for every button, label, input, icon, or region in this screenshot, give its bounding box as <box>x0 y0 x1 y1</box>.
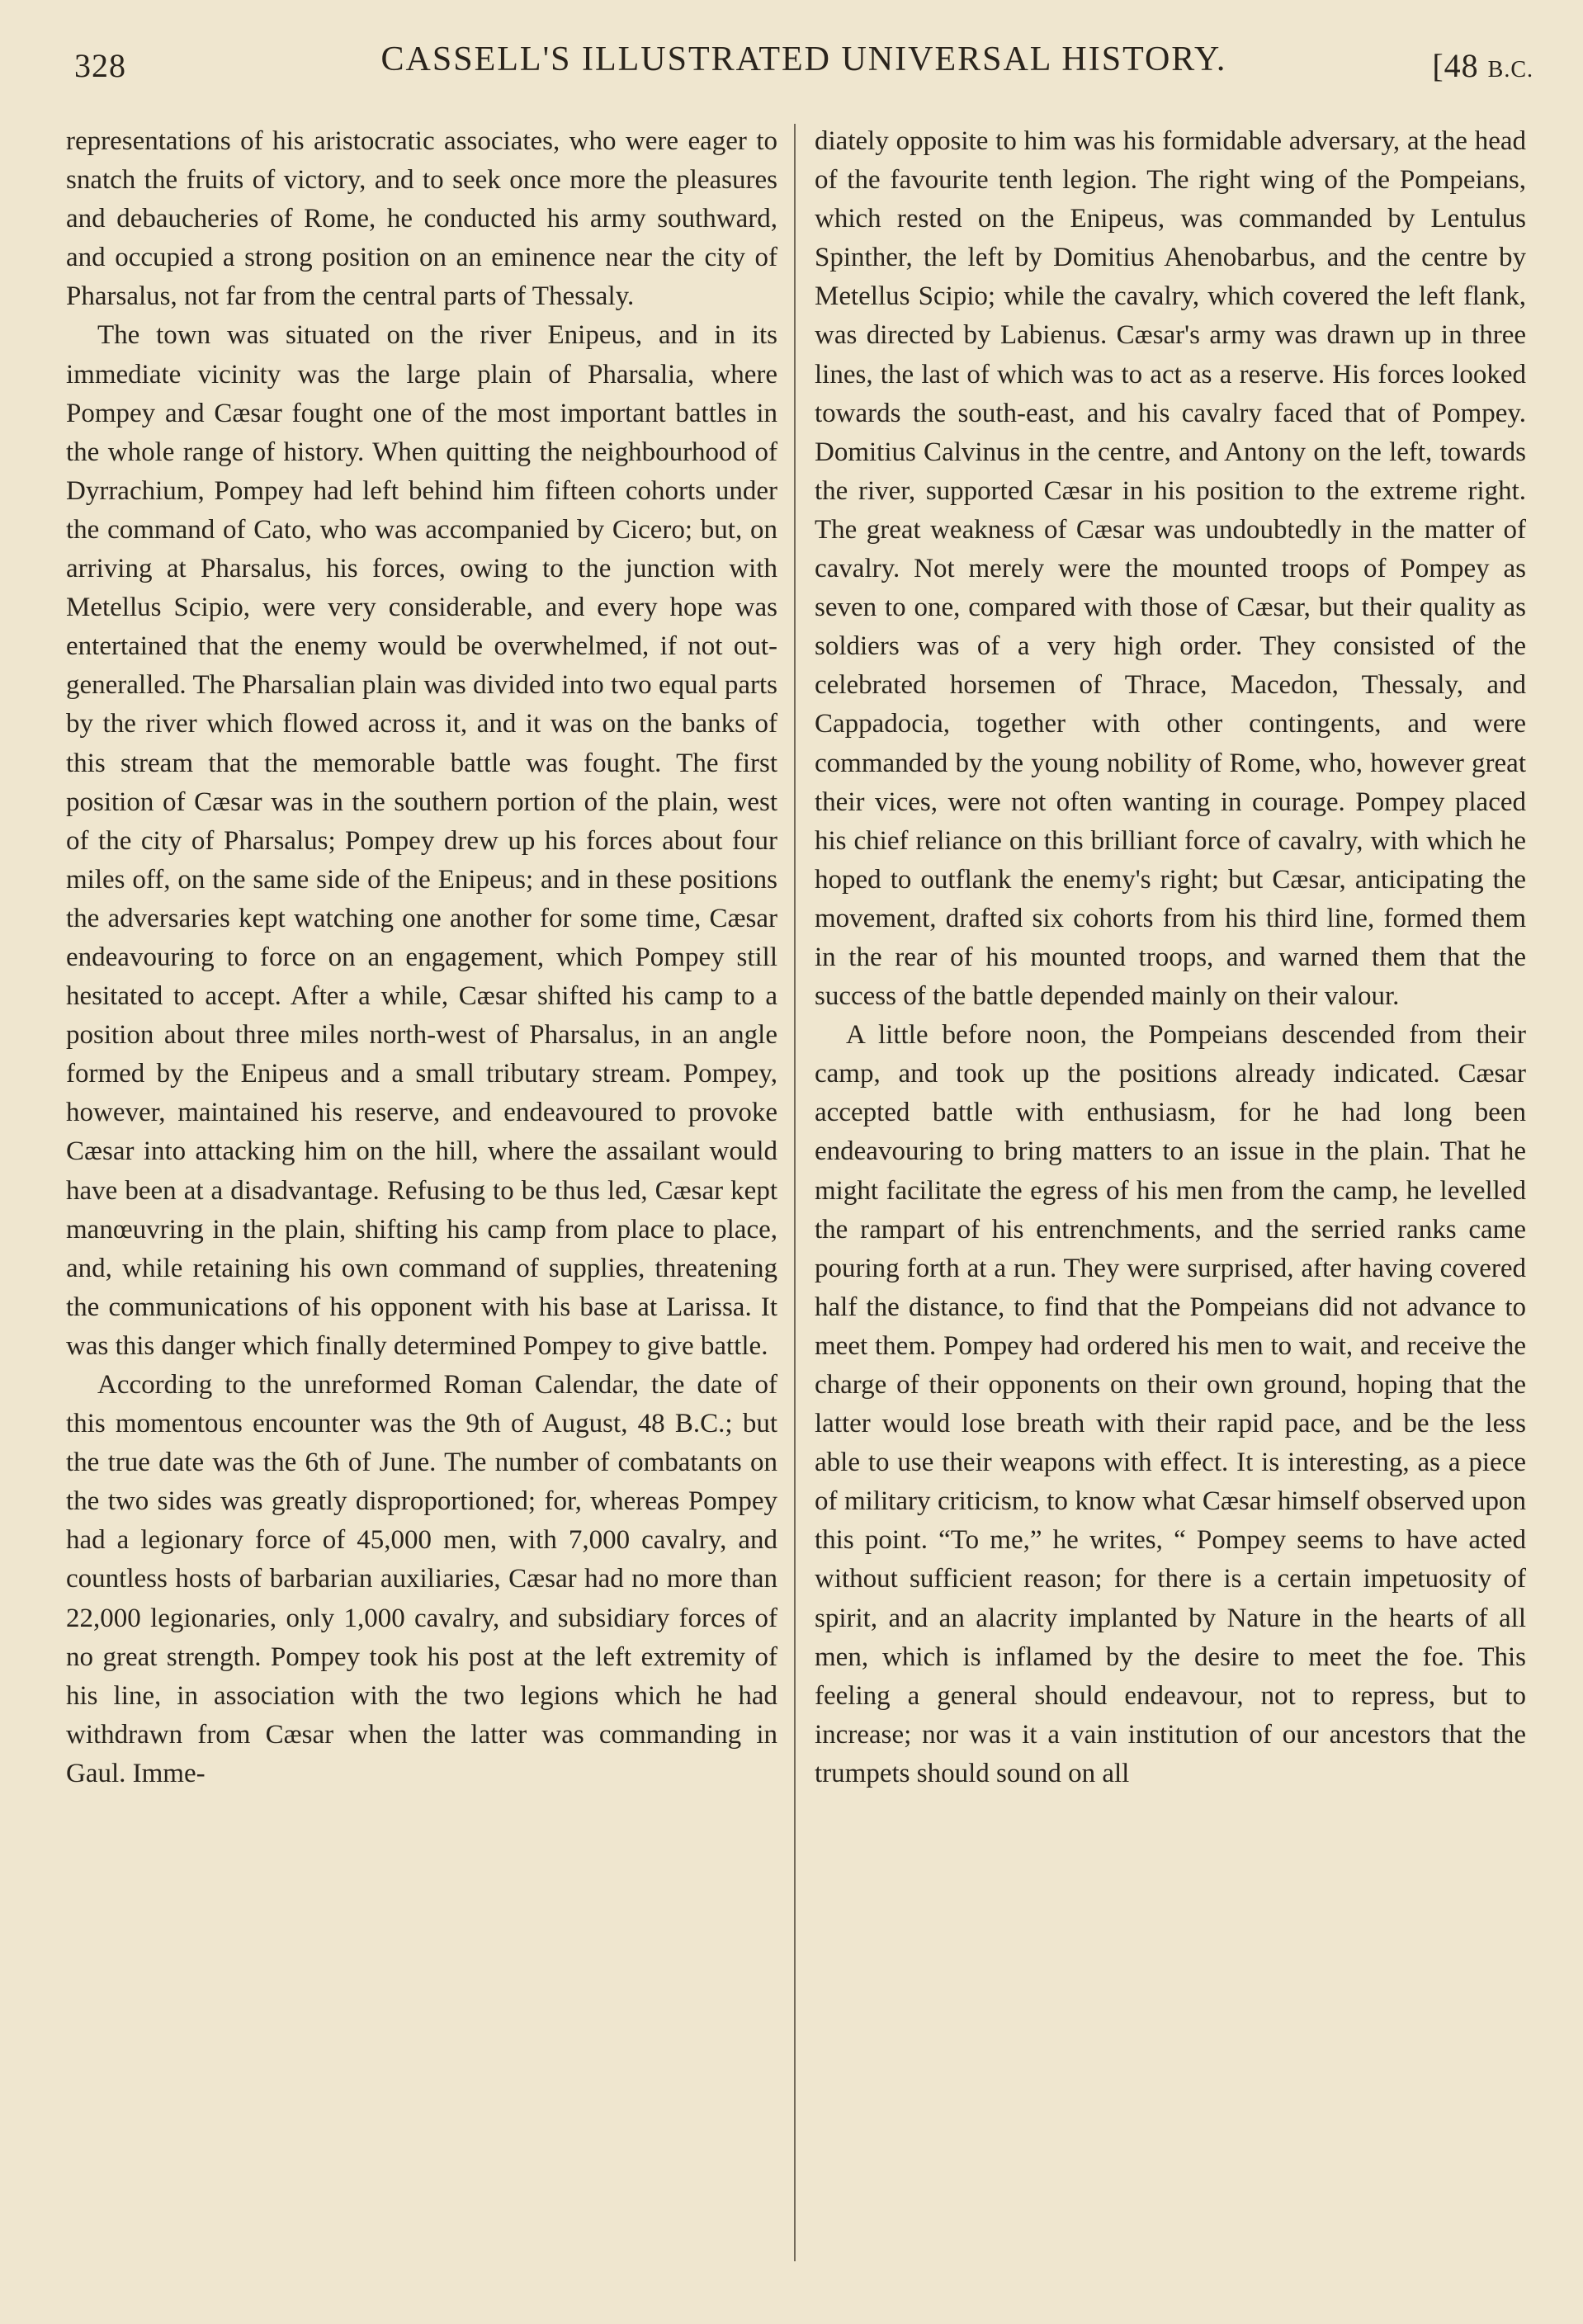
running-title: CASSELL'S ILLUSTRATED UNIVERSAL HISTORY. <box>380 40 1227 78</box>
running-header <box>74 40 1533 89</box>
page-number: 328 <box>74 47 126 84</box>
left-column <box>66 122 777 2268</box>
paragraph: According to the unreformed Roman Calendar, the date of this momentous encounter was the 9th of August, 48 B.C.; but the true date was the 6th of June. The number of combatants on the two sides was greatly disproportioned; for, whereas Pompey had a legionary force of 45,000 men, with 7,000 cavalry, and countless hosts of barbarian auxiliaries, Cæsar had no more than 22,000 legionaries, only 1,000 cavalry, and subsidiary forces of no great strength. Pompey took his post at the left extremity of his line, in association with the two legions which he had withdrawn from Cæsar when the latter was commanding in Gaul. Imme- <box>66 1370 777 1788</box>
column-divider <box>794 124 796 2261</box>
right-column <box>815 122 1526 2268</box>
paragraph: representations of his aristocratic associates, who were eager to snatch the fruits of victory, and to seek once more the pleasures and debaucheries of Rome, he conducted his army southward, and occupied a strong position on an eminence near the city of Pharsalus, not far from the central parts of Thessaly. <box>66 126 777 312</box>
header-date-year: [48 <box>1432 47 1479 84</box>
paragraph: A little before noon, the Pompeians descended from their camp, and took up the positions already indicated. Cæsar accepted battle with enthusiasm, for he had long been endeavouring to bring matters to an issue in the plain. That he might facilitate the egress of his men from the camp, he levelled the rampart of his entrenchments, and the serried ranks came pouring forth at a run. They were surprised, after having covered half the distance, to find that the Pompeians did not advance to meet them. Pompey had ordered his men to wait, and receive the charge of their opponents on their own ground, hoping that the latter would lose breath with their rapid pace, and be the less able to use their weapons with effect. It is interesting, as a piece of military criticism, to know what Cæsar himself observed upon this point. “To me,” he writes, “ Pompey seems to have acted without sufficient reason; for there is a certain impetuosity of spirit, and an alacrity implanted by Nature in the hearts of all men, which is inflamed by the desire to meet the foe. This feeling a general should endeavour, not to repress, but to increase; nor was it a vain institution of our ancestors that the trumpets should sound on all <box>815 1020 1526 1788</box>
paragraph: The town was situated on the river Enipeus, and in its immediate vicinity was the large plain of Pharsalia, where Pompey and Cæsar fought one of the most important battles in the whole range of history. When quitting the neighbourhood of Dyrrachium, Pompey had left behind him fifteen cohorts under the command of Cato, who was accompanied by Cicero; but, on arriving at Pharsalus, his forces, owing to the junction with Metellus Scipio, were very considerable, and every hope was entertained that the enemy would be overwhelmed, if not out-generalled. The Pharsalian plain was divided into two equal parts by the river which flowed across it, and it was on the banks of this stream that the memorable battle was fought. The first position of Cæsar was in the southern portion of the plain, west of the city of Pharsalus; Pompey drew up his forces about four miles off, on the same side of the Enipeus; and in these positions the adversaries kept watching one another for some time, Cæsar endeavouring to force on an engagement, which Pompey still hesitated to accept. After a while, Cæsar shifted his camp to a position about three miles north-west of Pharsalus, in an angle formed by the Enipeus and a small tributary stream. Pompey, however, maintained his reserve, and endeavoured to provoke Cæsar into attacking him on the hill, where the assailant would have been at a disadvantage. Refusing to be thus led, Cæsar kept manœuvring in the plain, shifting his camp from place to place, and, while retaining his own command of supplies, threatening the communications of his opponent with his base at Larissa. It was this danger which finally determined Pompey to give battle. <box>66 320 777 1361</box>
paragraph: diately opposite to him was his formidable adversary, at the head of the favourite tenth legion. The right wing of the Pompeians, which rested on the Enipeus, was commanded by Lentulus Spinther, the left by Domitius Ahenobarbus, and the centre by Metellus Scipio; while the cavalry, which covered the left flank, was directed by Labienus. Cæsar's army was drawn up in three lines, the last of which was to act as a reserve. His forces looked towards the south-east, and his cavalry faced that of Pompey. Domitius Calvinus in the centre, and Antony on the left, towards the river, supported Cæsar in his position to the extreme right. The great weakness of Cæsar was undoubtedly in the matter of cavalry. Not merely were the mounted troops of Pompey as seven to one, compared with those of Cæsar, but their quality as soldiers was of a very high order. They consisted of the celebrated horsemen of Thrace, Macedon, Thessaly, and Cappadocia, together with other contingents, and were commanded by the young nobility of Rome, who, however great their vices, were not often wanting in courage. Pompey placed his chief reliance on this brilliant force of cavalry, with which he hoped to outflank the enemy's right; but Cæsar, anticipating the movement, drafted six cohorts from his third line, formed them in the rear of his mounted troops, and warned them that the success of the battle depended mainly on their valour. <box>815 126 1526 1012</box>
header-date <box>1432 46 1533 85</box>
header-date-era: B.C. <box>1487 57 1533 83</box>
